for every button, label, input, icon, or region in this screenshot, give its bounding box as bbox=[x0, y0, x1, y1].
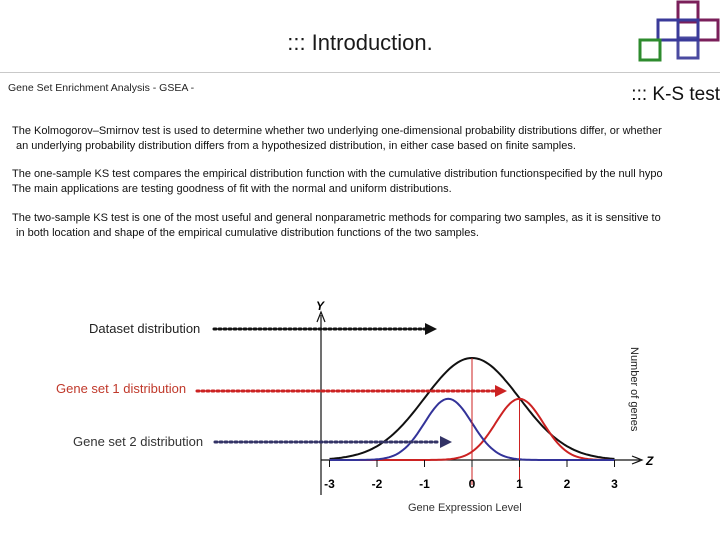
dataset-arrow-head bbox=[425, 323, 437, 335]
logo-squares-icon bbox=[634, 0, 720, 64]
paragraph-line: The Kolmogorov–Smirnov test is used to determine whether two underlying one-dimensional probability distributions differ, or whether bbox=[12, 125, 662, 137]
paragraph-line: an underlying probability distribution differs from a hypothesized distribution, in either case based on finite samples. bbox=[16, 140, 576, 152]
y-axis-side-label: Number of genes bbox=[628, 347, 640, 432]
section-title: ::: K-S test bbox=[631, 84, 720, 105]
x-tick-label: 1 bbox=[516, 477, 523, 491]
gene-set-1-label: Gene set 1 distribution bbox=[56, 381, 187, 396]
y-axis-letter: Y bbox=[316, 299, 325, 313]
gene-set-2-label: Gene set 2 distribution bbox=[73, 434, 204, 449]
label-arrows bbox=[197, 323, 507, 448]
dataset-distribution-label: Dataset distribution bbox=[89, 321, 201, 336]
paragraph-line: in both location and shape of the empirical cumulative distribution functions of the two samples. bbox=[16, 227, 479, 239]
x-tick-label: -2 bbox=[371, 477, 383, 491]
paragraph-one-sample bbox=[12, 167, 720, 197]
header-divider bbox=[0, 72, 720, 73]
x-tick-label: 3 bbox=[611, 477, 618, 491]
logo-square bbox=[698, 20, 718, 40]
x-tick-label: -3 bbox=[324, 477, 335, 491]
page-title: ::: Introduction. bbox=[287, 30, 433, 55]
paragraph-two-sample bbox=[12, 211, 720, 241]
paragraph-line: The two-sample KS test is one of the most useful and general nonparametric methods for comparing two samples, as it is sensitive to bbox=[12, 212, 661, 224]
x-axis-caption: Gene Expression Level bbox=[408, 502, 522, 514]
x-tick-label: 0 bbox=[468, 477, 476, 491]
x-tick-label: -1 bbox=[419, 477, 430, 491]
presentation-subtitle: Gene Set Enrichment Analysis - GSEA - bbox=[8, 82, 195, 94]
logo-square bbox=[640, 40, 660, 60]
x-tick-label: 2 bbox=[563, 477, 571, 491]
gene-set-1-arrow-head bbox=[495, 385, 507, 397]
gene-set-2-arrow-head bbox=[440, 436, 452, 448]
paragraph-ks-intro bbox=[12, 124, 720, 154]
paragraph-line: The one-sample KS test compares the empirical distribution function with the cumulative distribution functionspecified by the null hypo bbox=[12, 168, 663, 180]
paragraph-line: The main applications are testing goodness of fit with the normal and uniform distributions. bbox=[12, 183, 452, 195]
logo-square bbox=[658, 20, 678, 40]
x-axis-letter: Z bbox=[646, 454, 654, 468]
x-ticks bbox=[324, 460, 618, 491]
